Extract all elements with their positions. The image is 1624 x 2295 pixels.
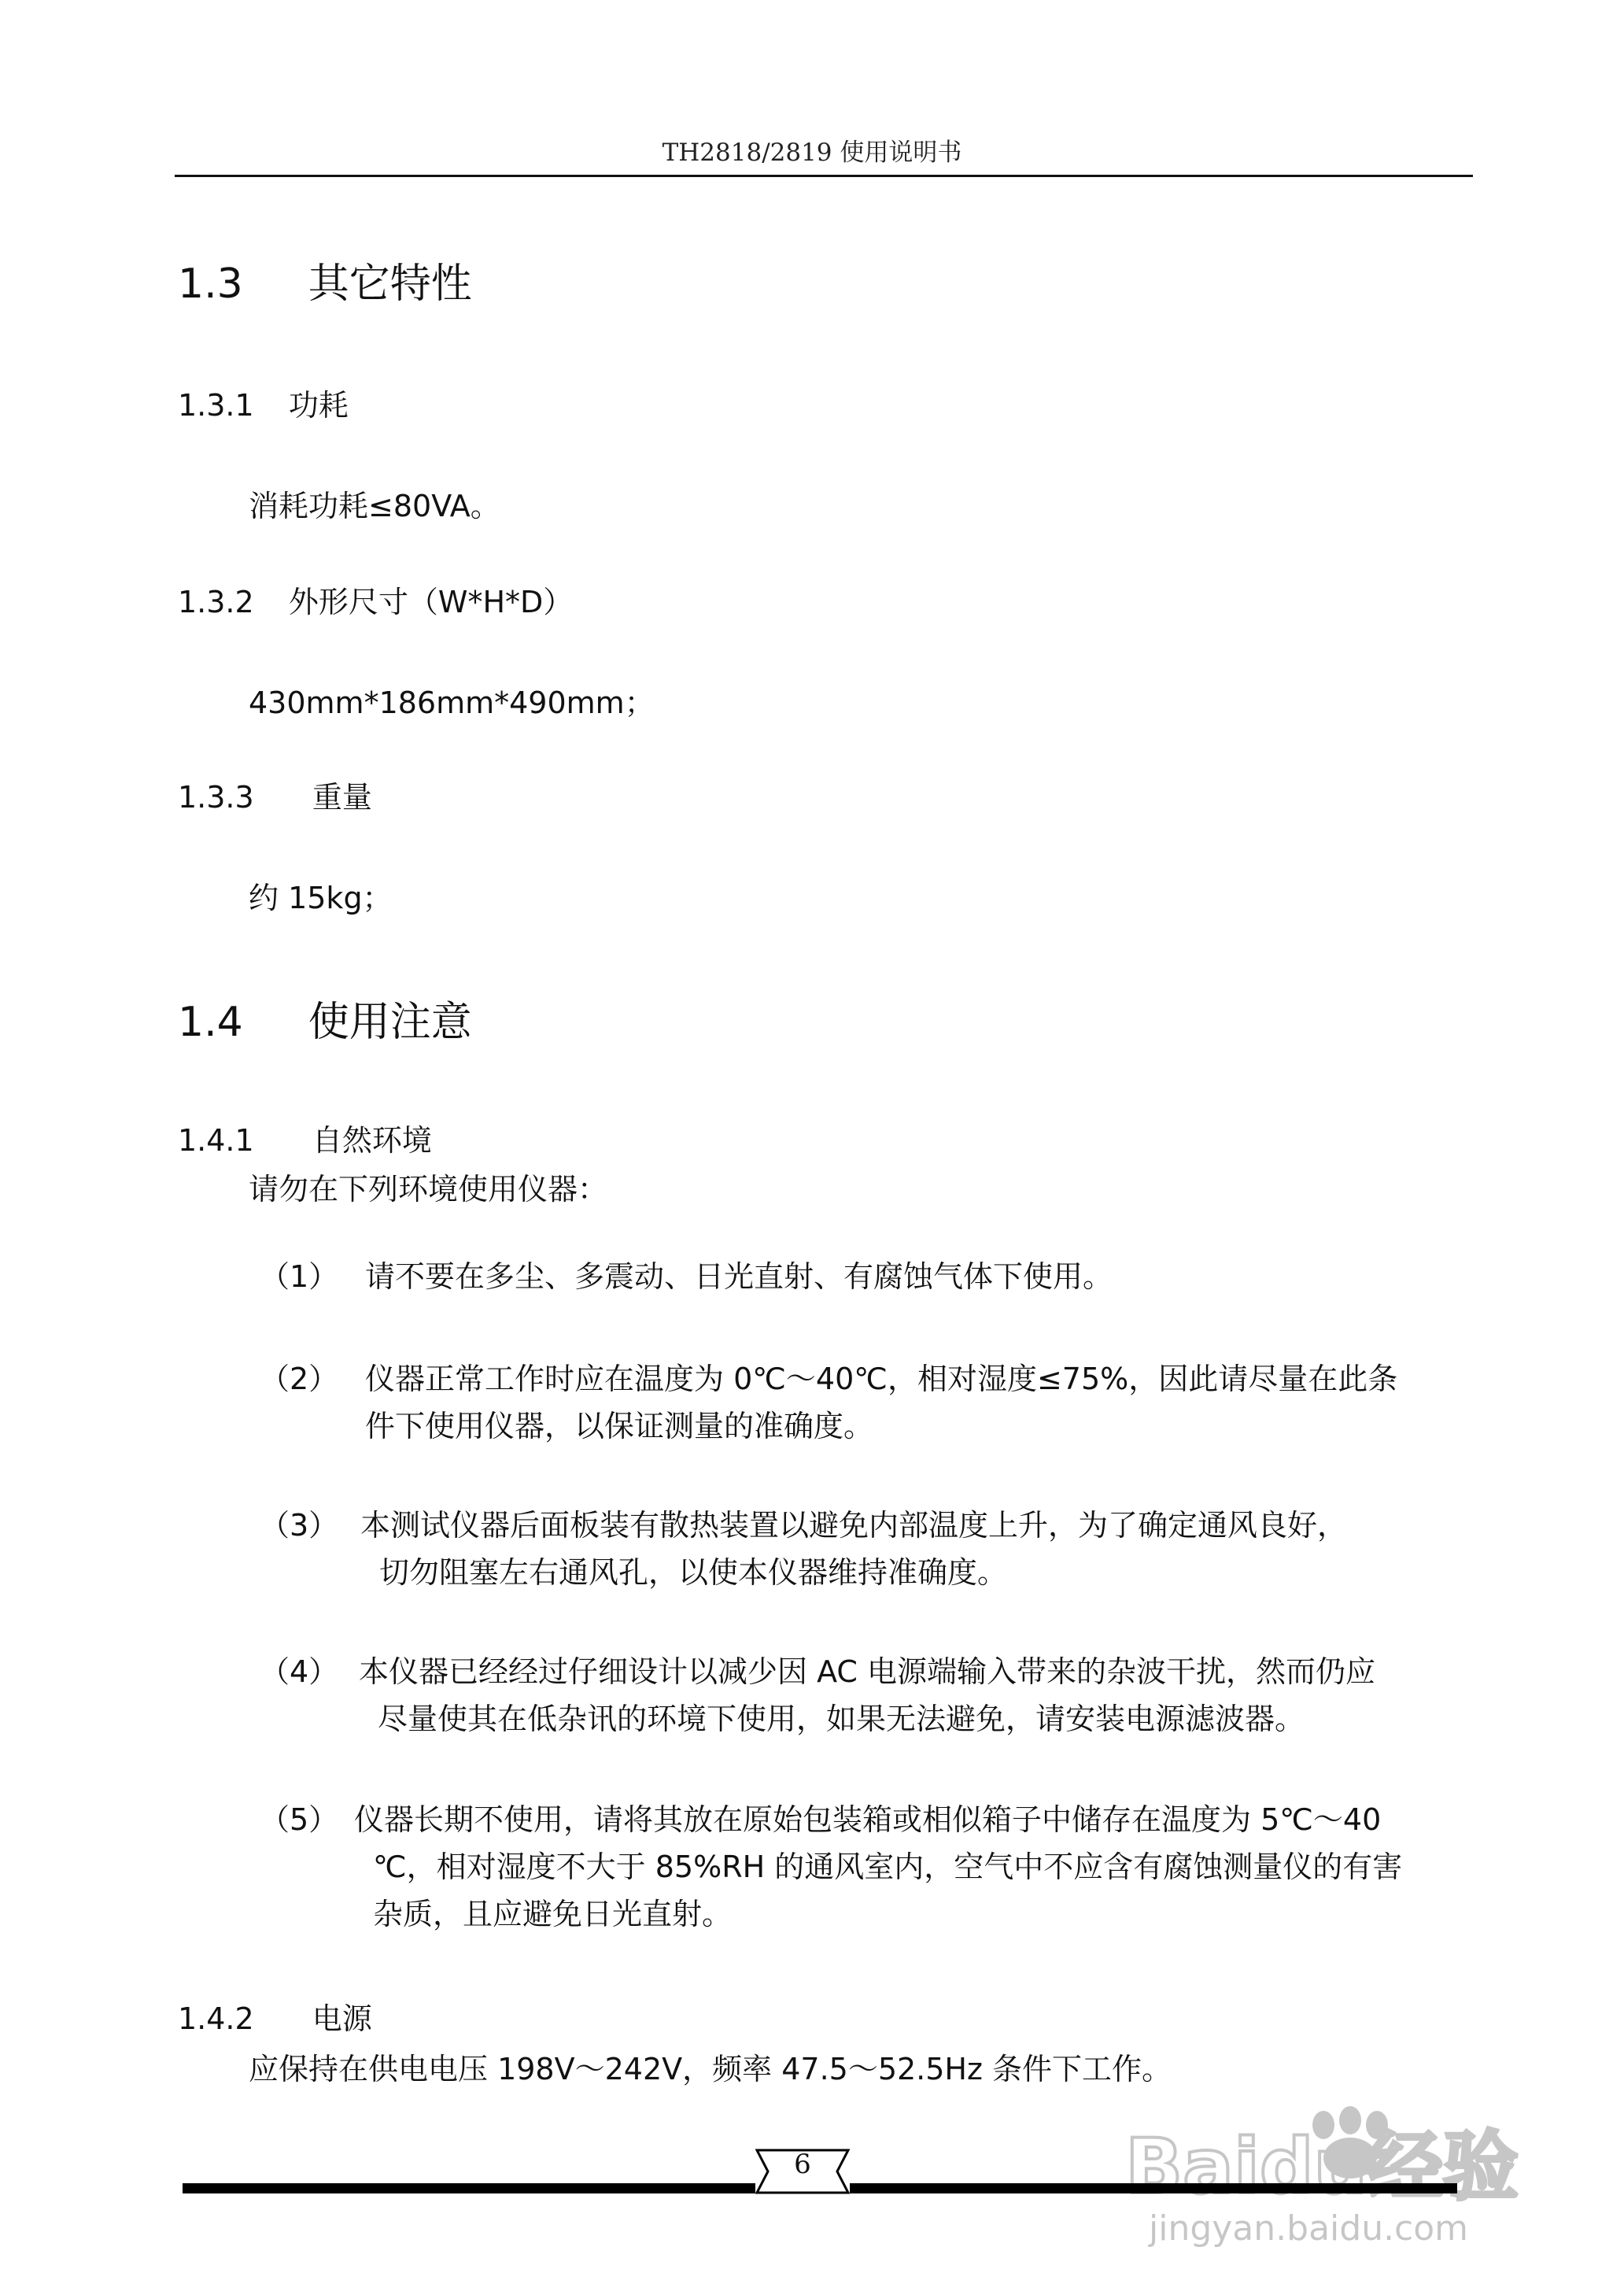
section-1-4-1-heading: [178, 1116, 432, 1159]
section-1-4-2-heading: [178, 1994, 372, 2038]
page-number: 6: [794, 2149, 811, 2180]
watermark-brand: Baidu经验: [1125, 2123, 1519, 2211]
list-item-text: 本仪器已经经过仔细设计以减少因 AC 电源端输入带来的杂波干扰，然而仍应 尽量使其在低杂讯的环境下使用，如果无法避免，请安装电源滤波器。: [359, 1654, 1376, 1736]
subsection-title: 外形尺寸（W*H*D）: [288, 585, 574, 619]
subsection-title: 功耗: [288, 388, 349, 423]
list-item-text: 仪器长期不使用，请将其放在原始包装箱或相似箱子中储存在温度为 5℃～40 ℃，相对湿度不大于 85%RH 的通风室内，空气中不应含有腐蚀测量仪的有害 杂质，且应避免日光直射。: [354, 1802, 1403, 1931]
watermark-url: jingyan.baidu.com: [1149, 2208, 1469, 2249]
subsection-number: 1.3.2: [178, 585, 254, 619]
power-consumption-text: 消耗功耗≤80VA。: [249, 489, 500, 523]
section-1-3-2-heading: [178, 578, 573, 621]
section-1-3-heading: [178, 250, 472, 309]
subsection-number: 1.4.1: [178, 1123, 254, 1158]
section-title: 使用注意: [308, 999, 472, 1046]
section-number: 1.3: [178, 261, 243, 308]
subsection-title: 自然环境: [312, 1123, 432, 1158]
list-item-text: 仪器正常工作时应在温度为 0℃～40℃，相对湿度≤75%，因此请尽量在此条 件下使用仪器，以保证测量的准确度。: [365, 1362, 1398, 1443]
section-title: 其它特性: [308, 261, 472, 308]
list-marker: （1）: [260, 1259, 339, 1294]
list-marker: （2）: [260, 1362, 339, 1396]
list-item-text: 本测试仪器后面板装有散热装置以避免内部温度上升，为了确定通风良好， 切勿阻塞左右通风孔，以使本仪器维持准确度。: [360, 1508, 1348, 1590]
weight-text: 约 15kg；: [249, 881, 393, 915]
list-item: [260, 1648, 338, 1695]
footer-rule-left: [183, 2183, 755, 2193]
section-1-3-3-heading: [178, 773, 372, 816]
subsection-number: 1.3.3: [178, 780, 254, 815]
section-1-3-1-heading: [178, 381, 349, 424]
page-header-title: TH2818/2819 使用说明书: [662, 139, 962, 167]
list-marker: （4）: [260, 1654, 339, 1689]
dimensions-text: 430mm*186mm*490mm；: [249, 686, 655, 720]
section-number: 1.4: [178, 999, 243, 1046]
section-1-4-heading: [178, 989, 472, 1048]
power-supply-text: 应保持在供电电压 198V～242V，频率 47.5～52.5Hz 条件下工作。: [249, 2052, 1172, 2086]
list-item: [260, 1502, 338, 1549]
environment-intro: 请勿在下列环境使用仪器：: [249, 1172, 608, 1207]
subsection-number: 1.3.1: [178, 388, 254, 423]
list-item: [260, 1355, 338, 1402]
list-item: [260, 1796, 338, 1843]
list-marker: （3）: [260, 1508, 339, 1543]
list-marker: （5）: [260, 1802, 339, 1837]
subsection-number: 1.4.2: [178, 2001, 254, 2036]
subsection-title: 电源: [312, 2001, 372, 2036]
header-rule: [175, 175, 1473, 177]
list-item: [260, 1253, 338, 1300]
list-item-text: 请不要在多尘、多震动、日光直射、有腐蚀气体下使用。: [365, 1259, 1113, 1294]
baidu-jingyan-watermark: [1117, 2094, 1558, 2251]
subsection-title: 重量: [312, 780, 372, 815]
